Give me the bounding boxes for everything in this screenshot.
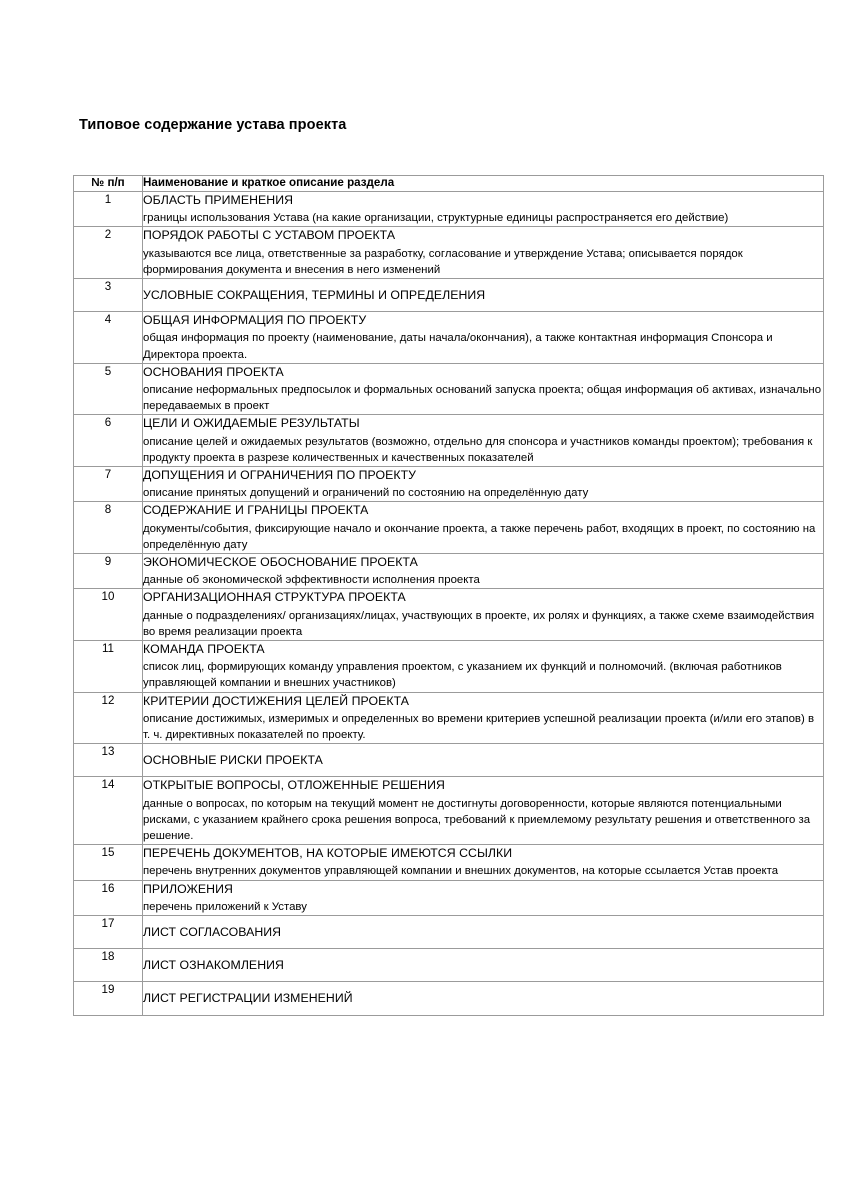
row-description-cell bbox=[143, 467, 824, 502]
table-row bbox=[74, 880, 824, 915]
section-description: описание принятых допущений и ограничений по состоянию на определённую дату bbox=[143, 487, 589, 500]
row-description-cell bbox=[143, 949, 824, 982]
table-row bbox=[74, 641, 824, 693]
table-row bbox=[74, 692, 824, 744]
table-row bbox=[74, 777, 824, 845]
section-title: КРИТЕРИИ ДОСТИЖЕНИЯ ЦЕЛЕЙ ПРОЕКТА bbox=[143, 693, 409, 708]
table-row bbox=[74, 744, 824, 777]
table-row bbox=[74, 949, 824, 982]
section-title: СОДЕРЖАНИЕ И ГРАНИЦЫ ПРОЕКТА bbox=[143, 503, 369, 518]
row-number-cell: 19 bbox=[74, 982, 143, 1015]
row-number-cell: 14 bbox=[74, 777, 143, 845]
row-description-cell bbox=[143, 589, 824, 641]
section-description: данные о вопросах, по которым на текущий момент не достигнуты договоренности, которые являются потенциальными рисками, с указанием крайнего срока решения вопроса, требований к приемлемому результату решения и ответственного за решение. bbox=[143, 797, 811, 842]
section-description: описание достижимых, измеримых и определенных во времени критериев успешной реализации проекта (и/или его этапов) в т. ч. директивных показателей по проекту. bbox=[143, 712, 815, 741]
row-description-cell bbox=[143, 744, 824, 777]
section-title: ОТКРЫТЫЕ ВОПРОСЫ, ОТЛОЖЕННЫЕ РЕШЕНИЯ bbox=[143, 778, 445, 793]
section-title: УСЛОВНЫЕ СОКРАЩЕНИЯ, ТЕРМИНЫ И ОПРЕДЕЛЕНИЯ bbox=[143, 288, 486, 302]
row-description-cell bbox=[143, 192, 824, 227]
section-title: ОСНОВАНИЯ ПРОЕКТА bbox=[143, 364, 284, 379]
table-row bbox=[74, 415, 824, 467]
row-description-cell bbox=[143, 279, 824, 312]
row-number-cell: 11 bbox=[74, 641, 143, 693]
section-title: ПЕРЕЧЕНЬ ДОКУМЕНТОВ, НА КОТОРЫЕ ИМЕЮТСЯ ССЫЛКИ bbox=[143, 846, 513, 861]
section-title: ЛИСТ СОГЛАСОВАНИЯ bbox=[143, 925, 282, 939]
row-number-cell: 4 bbox=[74, 312, 143, 364]
section-title: ЛИСТ ОЗНАКОМЛЕНИЯ bbox=[143, 958, 284, 973]
row-description-cell bbox=[143, 502, 824, 554]
row-number-cell: 7 bbox=[74, 467, 143, 502]
row-number-cell: 9 bbox=[74, 554, 143, 589]
row-description-cell bbox=[143, 777, 824, 845]
section-title: ОБЩАЯ ИНФОРМАЦИЯ ПО ПРОЕКТУ bbox=[143, 313, 367, 328]
row-description-cell bbox=[143, 415, 824, 467]
section-title: ДОПУЩЕНИЯ И ОГРАНИЧЕНИЯ ПО ПРОЕКТУ bbox=[143, 468, 417, 482]
row-description-cell bbox=[143, 363, 824, 415]
section-title: ПОРЯДОК РАБОТЫ С УСТАВОМ ПРОЕКТА bbox=[143, 228, 396, 243]
section-title: ОСНОВНЫЕ РИСКИ ПРОЕКТА bbox=[143, 753, 323, 768]
page-title: Типовое содержание устава проекта bbox=[79, 116, 347, 133]
section-title: ЭКОНОМИЧЕСКОЕ ОБОСНОВАНИЕ ПРОЕКТА bbox=[143, 555, 418, 569]
row-number-cell: 5 bbox=[74, 363, 143, 415]
row-description-cell bbox=[143, 641, 824, 693]
row-number-cell: 12 bbox=[74, 692, 143, 744]
section-description: перечень внутренних документов управляющей компании и внешних документов, на которые ссылается Устав проекта bbox=[143, 865, 779, 878]
column-header-number: № п/п bbox=[74, 176, 143, 192]
table-header bbox=[74, 176, 824, 192]
section-description: данные об экономической эффективности исполнения проекта bbox=[143, 574, 480, 587]
section-title: КОМАНДА ПРОЕКТА bbox=[143, 642, 265, 656]
section-title: ОРГАНИЗАЦИОННАЯ СТРУКТУРА ПРОЕКТА bbox=[143, 590, 406, 605]
section-description: указываются все лица, ответственные за разработку, согласование и утверждение Устава; описывается порядок формирования документа и внесения в него изменений bbox=[143, 247, 743, 276]
row-number-cell: 2 bbox=[74, 227, 143, 279]
table-row bbox=[74, 312, 824, 364]
section-title: ЛИСТ РЕГИСТРАЦИИ ИЗМЕНЕНИЙ bbox=[143, 991, 353, 1006]
row-description-cell bbox=[143, 312, 824, 364]
section-title: ПРИЛОЖЕНИЯ bbox=[143, 881, 233, 896]
row-description-cell bbox=[143, 880, 824, 915]
section-title: ОБЛАСТЬ ПРИМЕНЕНИЯ bbox=[143, 193, 294, 207]
table-row bbox=[74, 192, 824, 227]
row-number-cell: 15 bbox=[74, 845, 143, 880]
table-row bbox=[74, 363, 824, 415]
table-row bbox=[74, 554, 824, 589]
table-row bbox=[74, 845, 824, 880]
section-description: общая информация по проекту (наименование, даты начала/окончания), а также контактная информация Спонсора и Директора проекта. bbox=[143, 332, 773, 361]
row-number-cell: 16 bbox=[74, 880, 143, 915]
toc-table-container bbox=[73, 175, 823, 1016]
row-description-cell bbox=[143, 982, 824, 1015]
row-description-cell bbox=[143, 227, 824, 279]
row-number-cell: 3 bbox=[74, 279, 143, 312]
table-row bbox=[74, 467, 824, 502]
row-description-cell bbox=[143, 554, 824, 589]
section-description: описание неформальных предпосылок и формальных оснований запуска проекта; общая информация об активах, изначально передаваемых в проект bbox=[143, 384, 822, 413]
row-number-cell: 13 bbox=[74, 744, 143, 777]
section-description: описание целей и ожидаемых результатов (возможно, отдельно для спонсора и участников команды проектом); требования к продукту проекта в разрезе количественных и качественных показателей bbox=[143, 435, 813, 464]
table-row bbox=[74, 279, 824, 312]
row-number-cell: 8 bbox=[74, 502, 143, 554]
table-row bbox=[74, 227, 824, 279]
section-title: ЦЕЛИ И ОЖИДАЕМЫЕ РЕЗУЛЬТАТЫ bbox=[143, 416, 360, 431]
section-description: перечень приложений к Уставу bbox=[143, 900, 307, 913]
section-description: документы/события, фиксирующие начало и окончание проекта, а также перечень работ, входящих в проект, по состоянию на определённую дату bbox=[143, 522, 816, 551]
table-row bbox=[74, 589, 824, 641]
row-description-cell bbox=[143, 692, 824, 744]
section-description: границы использования Устава (на какие организации, структурные единицы распространяется его действие) bbox=[143, 212, 729, 225]
row-description-cell bbox=[143, 845, 824, 880]
row-description-cell bbox=[143, 916, 824, 949]
section-description: данные о подразделениях/ организациях/лицах, участвующих в проекте, их ролях и функциях, а также схеме взаимодействия во время реализации проекта bbox=[143, 609, 815, 638]
table-row bbox=[74, 502, 824, 554]
row-number-cell: 18 bbox=[74, 949, 143, 982]
table-header-row bbox=[74, 176, 824, 192]
row-number-cell: 6 bbox=[74, 415, 143, 467]
row-number-cell: 17 bbox=[74, 916, 143, 949]
table-row bbox=[74, 982, 824, 1015]
row-number-cell: 1 bbox=[74, 192, 143, 227]
table-row bbox=[74, 916, 824, 949]
section-description: список лиц, формирующих команду управления проектом, с указанием их функций и полномочий. (включая работников управляющей компании и внешних участников) bbox=[143, 661, 782, 690]
project-charter-contents-table bbox=[73, 175, 824, 1016]
column-header-description: Наименование и краткое описание раздела bbox=[143, 176, 824, 192]
table-body bbox=[74, 192, 824, 1016]
row-number-cell: 10 bbox=[74, 589, 143, 641]
